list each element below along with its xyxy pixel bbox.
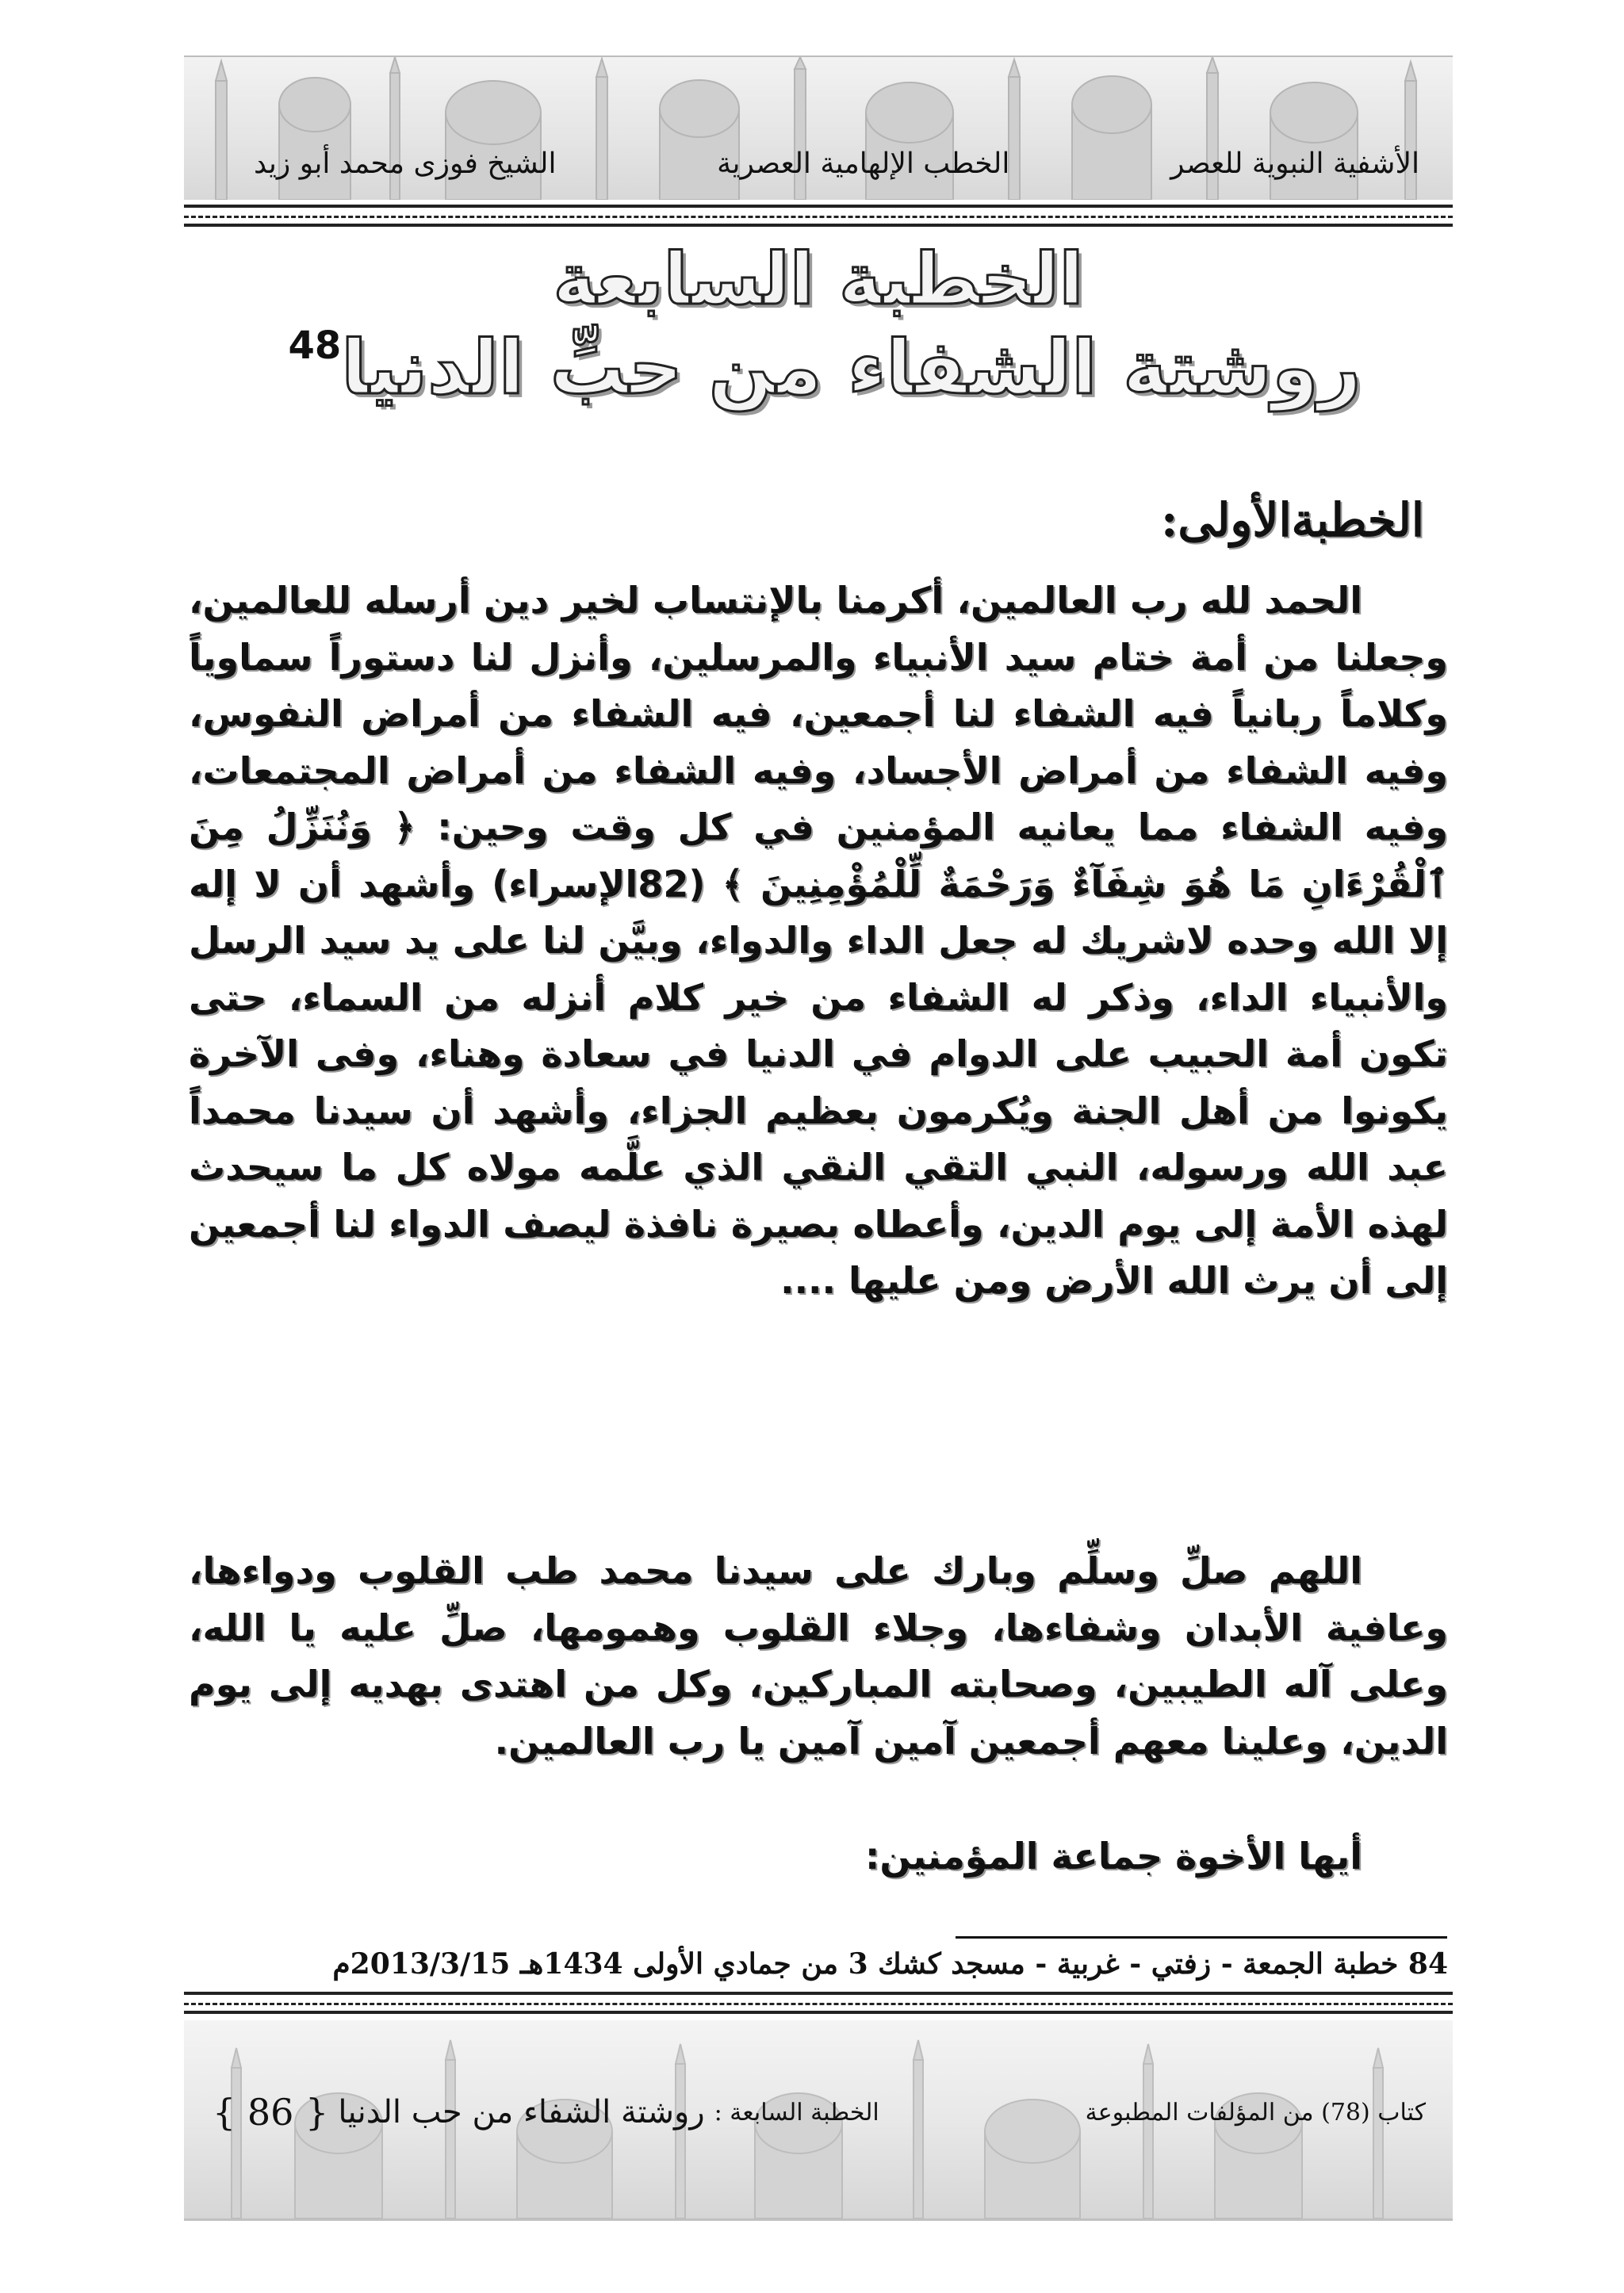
header-author: الشيخ فوزى محمد أبو زيد bbox=[254, 147, 557, 180]
paragraph bbox=[189, 572, 1448, 1310]
paragraph bbox=[189, 1828, 1448, 1885]
footer-sermon bbox=[213, 2091, 879, 2134]
sermon-title-text: روشتة الشفاء من حبِّ الدنيا bbox=[341, 325, 1362, 412]
footer-rule bbox=[184, 1992, 1453, 1995]
page-number: { 86 } bbox=[213, 2091, 329, 2134]
footnote: 84 خطبة الجمعة - زفتي - غربية - مسجد كشك 3 من جمادي الأولى 1434هـ 2013/3/15م bbox=[332, 1947, 1448, 1981]
paragraph bbox=[189, 1543, 1448, 1770]
paragraph-text: اللهم صلِّ وسلِّم وبارك على سيدنا محمد طب القلوب ودواءها، وعافية الأبدان وشفاءها، وجلاء القلوب وهمومها، صلِّ عليه يا الله، وعلى آله الطيبين، وصحابته المباركين، وكل من اهتدى بهديه إلى يوم الدين، وعلينا معهم أجمعين آمين آمين يا رب العالمين. bbox=[189, 1549, 1448, 1763]
running-header bbox=[238, 144, 1435, 182]
header-rule-dashed bbox=[184, 216, 1453, 218]
header-rule bbox=[184, 205, 1453, 208]
section-label: الخطبةالأولى: bbox=[1160, 493, 1424, 547]
footer-rule-dashed bbox=[184, 2003, 1453, 2005]
footer-sermon-title: روشتة الشفاء من حب الدنيا bbox=[338, 2094, 705, 2130]
header-rule bbox=[184, 224, 1453, 227]
paragraph-text: أيها الأخوة جماعة المؤمنين: bbox=[864, 1835, 1362, 1878]
running-footer bbox=[213, 2088, 1426, 2136]
sermon-number-title: الخطبة السابعة bbox=[553, 238, 1084, 321]
header-book-title: الأشفية النبوية للعصر bbox=[1170, 147, 1419, 180]
footnote-ref: 48 bbox=[288, 323, 342, 368]
sermon-title bbox=[184, 323, 1453, 412]
footnote-separator bbox=[956, 1936, 1447, 1939]
paragraph-text: الحمد لله رب العالمين، أكرمنا بالإنتساب لخير دين أرسله للعالمين، وجعلنا من أمة ختام سيد الأنبياء والمرسلين، وأنزل لنا دستوراً سماوياً وكلاماً ربانياً فيه الشفاء لنا أجمعين، فيه الشفاء من أمراض النفوس، وفيه الشفاء من أمراض الأجساد، وفيه الشفاء من أمراض المجتمعات، وفيه الشفاء مما يعانيه المؤمنين في كل وقت وحين: ﴿ وَنُنَزِّلُ مِنَ ٱلْقُرْءَانِ مَا هُوَ شِفَآءٌ وَرَحْمَةٌ لِّلْمُؤْمِنِينَ ﴾ (82الإسراء) وأشهد أن لا إله إلا الله وحده لاشريك له جعل الداء والدواء، وبيَّن لنا على يد سيد الرسل والأنبياء الداء، وذكر له الشفاء من خير كلام أنزله من السماء، حتى تكون أمة الحبيب على الدوام في الدنيا في سعادة وهناء، وفى الآخرة يكونوا من أهل الجنة ويُكرمون بعظيم الجزاء، وأشهد أن سيدنا محمداً عبد الله ورسوله، النبي التقي النقي الذي علَّمه مولاه كل ما سيحدث لهذه الأمة إلى يوم الدين، وأعطاه بصيرة نافذة ليصف الدواء لنا أجمعين إلى أن يرث الله الأرض ومن عليها .... bbox=[189, 579, 1448, 1302]
header-series: الخطب الإلهامية العصرية bbox=[717, 147, 1010, 180]
footer-book-label: كتاب (78) من المؤلفات المطبوعة bbox=[1085, 2098, 1426, 2126]
footer-rule bbox=[184, 2011, 1453, 2014]
footer-sermon-label: الخطبة السابعة : bbox=[714, 2098, 879, 2126]
